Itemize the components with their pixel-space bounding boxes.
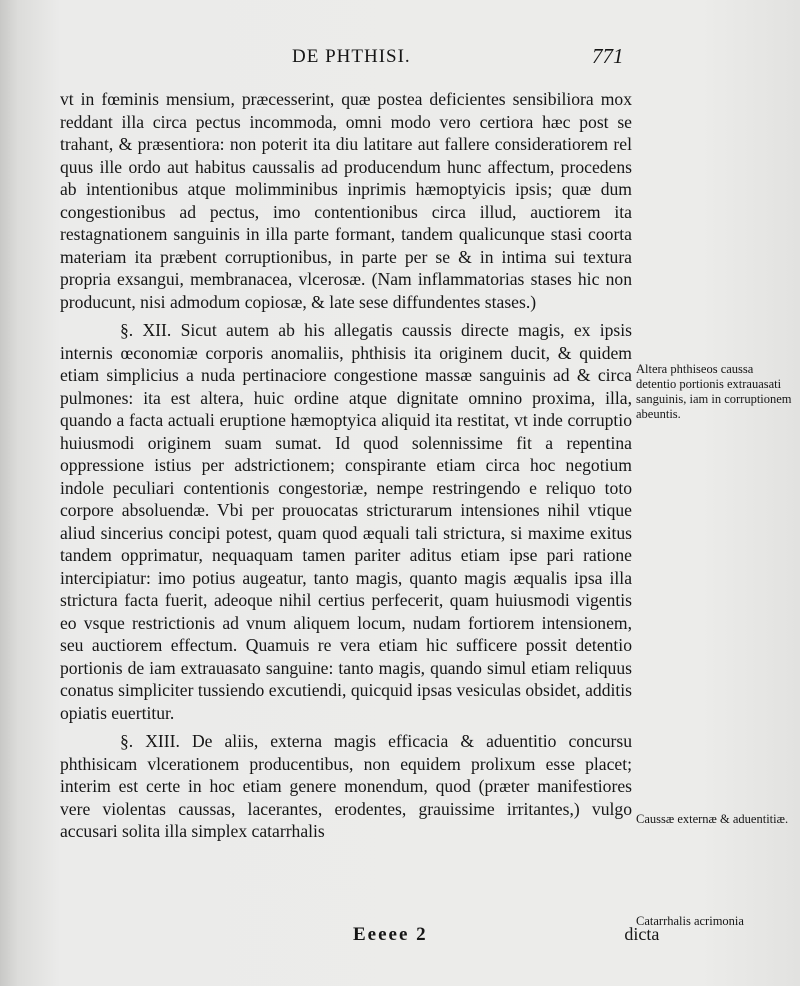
running-head: DE PHTHISI.	[292, 46, 411, 67]
paragraph-section-xiii: §. XIII. De aliis, externa magis efficacia & aduentitio concursu phthisicam vlcerationem producentibus, non equidem prolixum esse placet; interim est certe in hoc etiam genere monendum, quod (præter manifestiores vere violentas caussas, lacerantes, erodentes, grauissime irritantes,) vulgo accusari solita illa simplex catarrhalis	[60, 731, 632, 841]
footer-line	[353, 924, 659, 946]
catchword: dicta	[624, 924, 660, 944]
margin-note-externae: Caussæ externæ & aduentitiæ.	[636, 812, 789, 826]
margin-note-catarrhalis: Catarrhalis acrimonia	[636, 914, 744, 928]
main-text	[60, 88, 632, 843]
page-number: 771	[592, 44, 624, 68]
paragraph-section-xii: §. XII. Sicut autem ab his allegatis caussis directe magis, ex ipsis internis œconomiæ corporis anomaliis, phthisis ita originem ducit, & quidem etiam simplicius a nuda pertinaciore congestione massæ sanguinis ad & circa pulmones: ita est altera, huic ordine atque dignitate omnino proxima, illa, quando a facta actuali eruptione hæmoptyica aliquid ita restitat, vt inde corruptio huiusmodi originem suam sumat. Id quod solennissime fit a repentina oppressione istius per adstrictionem; conspirante etiam circa hoc negotium indole peculiari contentionis congestoriæ, nempe restringendo e reliquo toto corpore absoluendæ. Vbi per prouocatas stricturarum intensiones nihil vtique aliud sincerius concipi potest, quam quod æquali tali strictura, si maxime exitus tandem opprimatur, nequaquam tamen pariter aditus etiam ipse pari ratione intercipiatur: imo potius augeatur, tanto magis, quanto magis æqualis ipsa illa strictura facta fuerit, adeoque nihil certius perfecerit, quam huiusmodi vigentis eo vsque restrictionis ad vnum aliquem locum, nudam fortiorem intensionem, seu auctiorem effectum. Quamuis re vera etiam hic sufficere possit detentio portionis de iam extrauasato sanguine: tanto magis, quando simul etiam reliquus conatus simpliciter tussiendo excutiendi, quicquid ipsas vesiculas obsidet, additis opiatis euertitur.	[60, 320, 632, 723]
page-header	[0, 42, 800, 72]
signature-mark: Eeeee 2	[353, 924, 428, 945]
margin-note-detentio: Altera phthiseos caussa detentio portionis extrauasati sanguinis, iam in corruptionem abeuntis.	[636, 362, 792, 421]
paragraph-intro: vt in fœminis mensium, præcesserint, quæ postea deficientes sensibiliora mox reddant illa circa pectus incommoda, omni modo vero certiora hæc post se trahant, & præsentiora: non poterit ita diu latitare aut fallere consideratiorem rel quus ille ordo aut habitus caussalis ad producendum hunc affectum, procedens ab intentionibus atque molimminibus inprimis hæmoptyicis ipsis; quæ dum congestionibus ad pectus, imo contentionibus circa illud, auctiorem ita restagnationem sanguinis in illa parte formant, tandem qualicunque stasi coorta materiam ita præbent corruptionibus, in parte per se & in intima sui textura propria exsangui, membranacea, vlcerosæ. (Nam inflammatorias stases hic non producunt, nisi admodum copiosæ, & late sese diffundentes stases.)	[60, 89, 632, 312]
